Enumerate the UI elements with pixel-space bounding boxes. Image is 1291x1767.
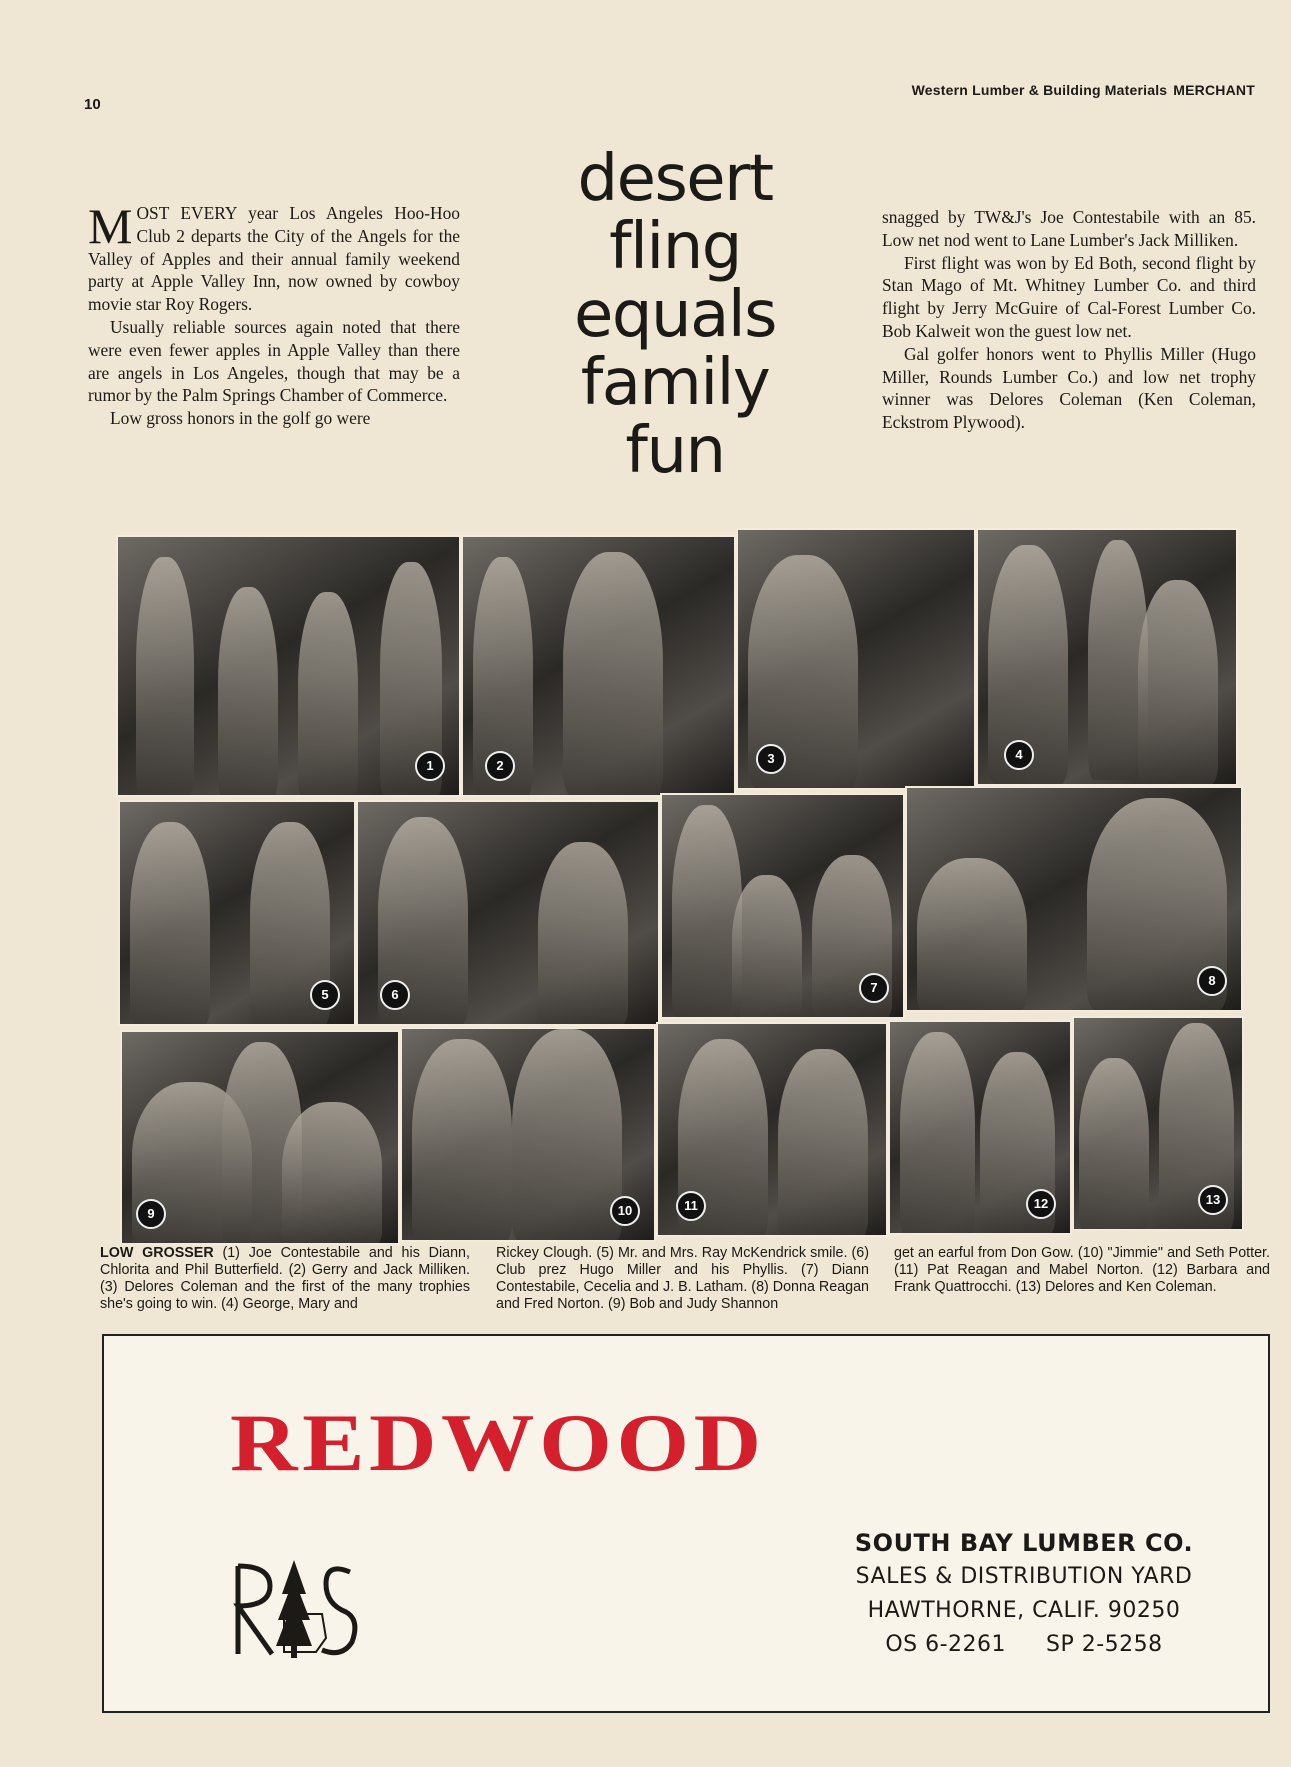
article-column-left (88, 198, 460, 430)
caption-lead: LOW GROSSER (100, 1245, 214, 1261)
ad-title: REDWOOD (230, 1397, 766, 1488)
headline-word: fun (625, 414, 725, 488)
photo-11 (656, 1022, 888, 1237)
caption-text: (1) Joe Contestabile and his Diann, Chlorita and Phil Butterfield. (2) Gerry and Jack Milliken. (3) Delores Coleman and the first of the many trophies she's going to win. (4) George, Mary and (100, 1245, 470, 1312)
photo-number: 6 (380, 980, 410, 1010)
ad-phones (834, 1628, 1214, 1662)
publication-suffix: MERCHANT (1173, 82, 1255, 98)
drop-cap: M (88, 198, 133, 254)
paragraph: Usually reliable sources again noted that there were even fewer apples in Apple Valley than there are angels in Los Angeles, though that may be a rumor by the Palm Springs Chamber of Commerce. (88, 316, 460, 406)
page-number: 10 (84, 96, 101, 113)
headline (560, 142, 790, 488)
caption-column-2: Rickey Clough. (5) Mr. and Mrs. Ray McKendrick smile. (6) Club prez Hugo Miller and his Phyllis. (7) Diann Contestabile, Cecelia and J. B. Latham. (8) Donna Reagan and Fred Norton. (9) Bob and Judy Shannon (496, 1245, 869, 1312)
phone-number: SP 2-5258 (1046, 1632, 1163, 1657)
photo-12 (888, 1020, 1072, 1235)
publication-name: Western Lumber & Building Materials (911, 82, 1168, 98)
photo-8 (905, 786, 1243, 1012)
photo-5 (118, 800, 356, 1026)
ad-line: SALES & DISTRIBUTION YARD (855, 1564, 1193, 1589)
photo-number: 5 (310, 980, 340, 1010)
photo-10 (400, 1027, 656, 1242)
photo-9 (120, 1030, 400, 1245)
masthead (912, 82, 1255, 98)
photo-number: 13 (1198, 1185, 1228, 1215)
company-name: SOUTH BAY LUMBER CO. (854, 1529, 1194, 1557)
photo-2 (461, 535, 736, 797)
photo-number: 9 (136, 1199, 166, 1229)
photo-1 (116, 535, 461, 797)
headline-word: fling (609, 210, 741, 284)
headline-word: equals (574, 278, 776, 352)
photo-number: 12 (1026, 1189, 1056, 1219)
photo-number: 11 (676, 1191, 706, 1221)
paragraph: Low gross honors in the golf go were (110, 408, 371, 429)
paragraph: Gal golfer honors went to Phyllis Miller (Hugo Miller, Rounds Lumber Co.) and low net trophy winner was Delores Coleman (Ken Coleman, Eckstrom Plywood). (882, 343, 1256, 433)
photo-number: 3 (756, 744, 786, 774)
headline-word: family (580, 346, 770, 420)
photo-7 (660, 793, 905, 1019)
paragraph (88, 198, 460, 316)
rs-tree-logo-icon (230, 1554, 360, 1664)
photo-number: 4 (1004, 740, 1034, 770)
article-column-right (882, 206, 1256, 434)
redwood-advertisement (102, 1334, 1270, 1713)
photo-3 (736, 528, 976, 790)
photo-4 (976, 528, 1238, 786)
headline-word: desert (577, 142, 773, 216)
ad-line: HAWTHORNE, CALIF. 90250 (867, 1598, 1181, 1623)
photo-number: 10 (610, 1196, 640, 1226)
photo-number: 2 (485, 751, 515, 781)
caption-column-1 (100, 1245, 470, 1313)
ad-contact-block (834, 1526, 1214, 1662)
photo-number: 8 (1197, 966, 1227, 996)
phone-number: OS 6-2261 (885, 1632, 1007, 1657)
paragraph-text: OST EVERY year Los Angeles Hoo-Hoo Club 2 departs the City of the Angels for the Valley of Apples and their annual family weekend party at Apple Valley Inn, now owned by cowboy movie star Roy Rogers. (88, 203, 460, 315)
photo-13 (1072, 1016, 1244, 1231)
photo-6 (356, 800, 660, 1026)
caption-column-3: get an earful from Don Gow. (10) "Jimmie" and Seth Potter. (11) Pat Reagan and Mabel Norton. (12) Barbara and Frank Quattrocchi. (13) Delores and Ken Coleman. (894, 1245, 1270, 1295)
paragraph: snagged by TW&J's Joe Contestabile with an 85. Low net nod went to Lane Lumber's Jack Milliken. (882, 207, 1256, 250)
photo-number: 7 (859, 973, 889, 1003)
photo-number: 1 (415, 751, 445, 781)
paragraph: First flight was won by Ed Both, second flight by Stan Mago of Mt. Whitney Lumber Co. and third flight by Jerry McGuire of Cal-Forest Lumber Co. Bob Kalweit won the guest low net. (882, 252, 1256, 341)
